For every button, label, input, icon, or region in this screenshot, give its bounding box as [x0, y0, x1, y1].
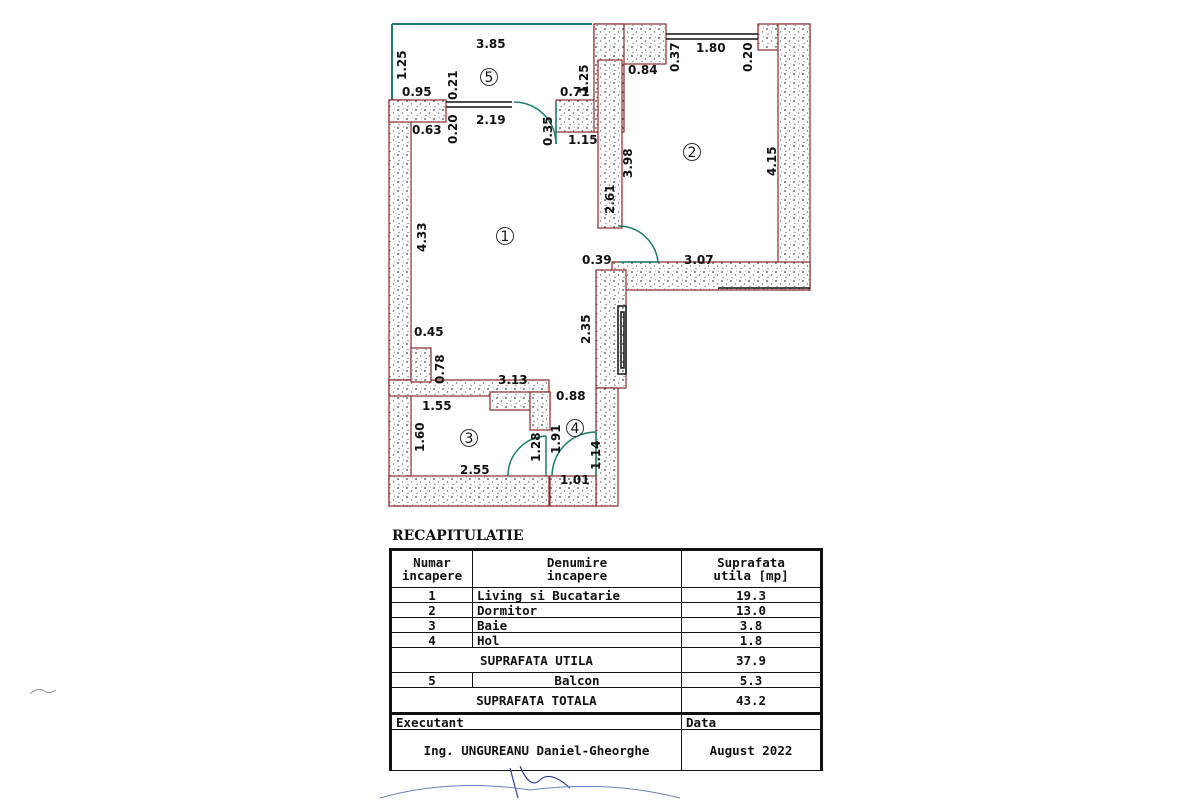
dim-label: 0.78: [433, 354, 447, 384]
dim-label: 1.60: [413, 422, 427, 452]
dim-label: 0.35: [541, 116, 555, 146]
dim-label: 0.21: [446, 70, 460, 100]
dim-label: 4.15: [765, 146, 779, 176]
dim-label: 1.25: [395, 50, 409, 80]
dim-label: 0.88: [556, 389, 586, 403]
dim-label: 3.85: [476, 37, 506, 51]
total-area-row: SUPRAFATA TOTALA 43.2: [391, 688, 822, 714]
dim-label: 3.07: [684, 253, 714, 267]
useful-area-row: SUPRAFATA UTILA 37.9: [391, 648, 822, 673]
dim-label: 1.80: [696, 41, 726, 55]
margin-mark-icon: [28, 686, 58, 696]
svg-text:4: 4: [570, 421, 580, 437]
balcony-row: 5 Balcon 5.3: [391, 673, 822, 688]
dim-label: 2.35: [579, 314, 593, 344]
svg-text:3: 3: [464, 431, 474, 447]
window-lines: [446, 34, 810, 374]
dim-label: 1.28: [529, 432, 543, 462]
dim-label: 1.14: [589, 440, 603, 470]
table-row: 2 Dormitor 13.0: [391, 603, 822, 618]
table-row: 1 Living si Bucatarie 19.3: [391, 588, 822, 603]
date-value: August 2022: [682, 730, 822, 771]
table-row: 4 Hol 1.8: [391, 633, 822, 648]
executant-header-row: Executant Data: [391, 714, 822, 730]
room-label-5: [481, 69, 498, 87]
signature-stamp: [370, 760, 690, 800]
dim-label: 0.45: [414, 325, 444, 339]
recap-title: RECAPITULATIE: [392, 528, 524, 544]
header-room-name: Denumire incapere: [473, 550, 682, 588]
dim-label: 2.19: [476, 113, 506, 127]
dim-label: 0.37: [668, 42, 682, 72]
dim-label: 0.20: [446, 114, 460, 144]
dim-label: 1.15: [568, 133, 598, 147]
executant-name: Ing. UNGUREANU Daniel-Gheorghe: [391, 730, 682, 771]
header-room-number: Numar incapere: [391, 550, 473, 588]
dim-label: 3.13: [498, 373, 528, 387]
room-label-2: [684, 144, 701, 162]
dim-label: 1.25: [577, 64, 591, 94]
svg-text:2: 2: [687, 145, 697, 161]
dim-label: 0.84: [628, 63, 658, 77]
dim-label: 0.39: [582, 253, 612, 267]
dim-label: 2.61: [603, 184, 617, 214]
room-label-4: [567, 420, 584, 438]
recap-table: [389, 548, 823, 771]
dim-label: 0.63: [412, 123, 442, 137]
dim-label: 2.55: [460, 463, 490, 477]
dim-label: 0.20: [741, 42, 755, 72]
room-label-1: [497, 228, 514, 246]
dim-label: 1.91: [549, 424, 563, 454]
dim-label: 1.55: [422, 399, 452, 413]
room-label-3: [461, 430, 478, 448]
dim-label: 4.33: [415, 222, 429, 252]
header-room-area: Suprafata utila [mp]: [682, 550, 822, 588]
svg-text:1: 1: [500, 229, 510, 245]
dim-label: 0.71: [560, 85, 590, 99]
table-row: 3 Baie 3.8: [391, 618, 822, 633]
svg-text:5: 5: [484, 70, 494, 86]
dim-label: 0.95: [402, 85, 432, 99]
dim-label: 3.98: [621, 148, 635, 178]
dim-label: 1.01: [560, 473, 590, 487]
